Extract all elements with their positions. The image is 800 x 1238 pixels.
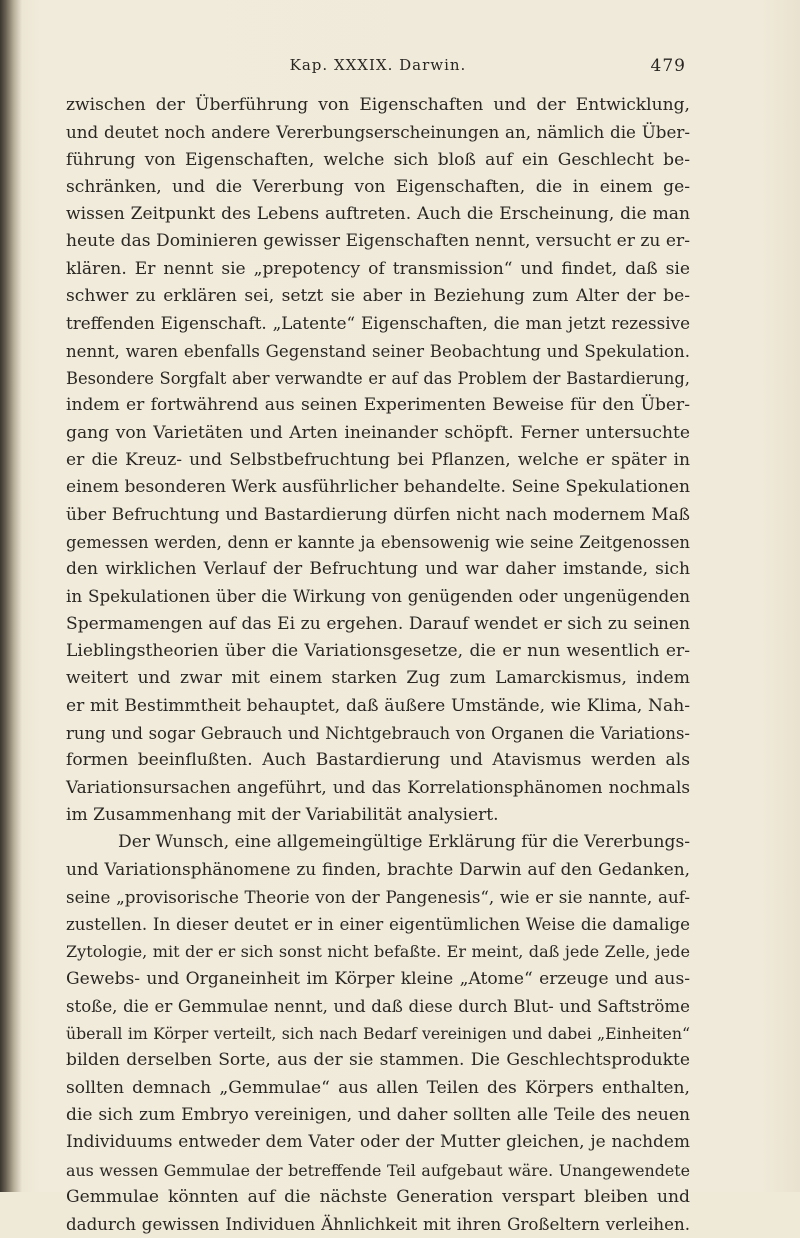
text-line: in Spekulationen über die Wirkung von genügenden oder ungenügenden (66, 586, 690, 607)
text-line: schwer zu erklären sei, setzt sie aber in Beziehung zum Alter der be- (66, 286, 690, 307)
text-line: indem er fortwährend aus seinen Experimenten Beweise für den Über- (66, 395, 690, 416)
text-line: Lieblingstheorien über die Variationsgesetze, die er nun wesentlich er- (66, 640, 690, 661)
text-line: Gewebs- und Organeinheit im Körper kleine „Atome“ erzeuge und aus- (66, 968, 690, 989)
text-line: heute das Dominieren gewisser Eigenschaften nennt, versucht er zu er- (66, 231, 690, 252)
text-line: aus wessen Gemmulae der betreffende Teil aufgebaut wäre. Unangewendete (66, 1160, 690, 1180)
text-line: Spermamengen auf das Ei zu ergehen. Darauf wendet er sich zu seinen (66, 613, 690, 634)
text-line: treffenden Eigenschaft. „Latente“ Eigenschaften, die man jetzt rezessive (66, 313, 690, 334)
text-line: gang von Varietäten und Arten ineinander schöpft. Ferner untersuchte (66, 422, 690, 443)
paragraph-end-line: im Zusammenhang mit der Variabilität analysiert. (66, 804, 499, 825)
text-line: zustellen. In dieser deutet er in einer eigentümlichen Weise die damalige (66, 914, 690, 934)
text-line: zwischen der Überführung von Eigenschaften und der Entwicklung, (66, 95, 690, 115)
text-line: er mit Bestimmtheit behauptet, daß äußere Umstände, wie Klima, Nah- (66, 695, 690, 716)
text-line: und Variationsphänomene zu finden, brachte Darwin auf den Gedanken, (66, 859, 690, 880)
text-line: überall im Körper verteilt, sich nach Bedarf vereinigen und dabei „Einheiten“ (66, 1024, 690, 1044)
text-line: stoße, die er Gemmulae nennt, und daß diese durch Blut- und Saftströme (66, 996, 690, 1016)
text-line: Individuums entweder dem Vater oder der Mutter gleichen, je nachdem (66, 1132, 690, 1153)
text-line: die sich zum Embryo vereinigen, und daher sollten alle Teile des neuen (66, 1104, 690, 1125)
text-line: formen beeinflußten. Auch Bastardierung und Atavismus werden als (66, 750, 690, 771)
text-line: bilden derselben Sorte, aus der sie stammen. Die Geschlechtsprodukte (66, 1050, 690, 1071)
text-line: Besondere Sorgfalt aber verwandte er auf das Problem der Bastardierung, (66, 368, 690, 388)
text-line: weitert und zwar mit einem starken Zug zum Lamarckismus, indem (66, 668, 690, 689)
text-line: den wirklichen Verlauf der Befruchtung und war daher imstande, sich (66, 559, 690, 580)
text-line: dadurch gewissen Individuen Ähnlichkeit mit ihren Großeltern verleihen. (66, 1215, 690, 1235)
text-line: er die Kreuz- und Selbstbefruchtung bei Pflanzen, welche er später in (66, 449, 690, 470)
text-line: über Befruchtung und Bastardierung dürfen nicht nach modernem Maß (66, 504, 690, 525)
text-line: Variationsursachen angeführt, und das Korrelationsphänomen nochmals (66, 777, 690, 798)
text-line: Gemmulae könnten auf die nächste Generation verspart bleiben und (66, 1186, 690, 1207)
text-line: sollten demnach „Gemmulae“ aus allen Teilen des Körpers enthalten, (66, 1077, 690, 1098)
text-line: einem besonderen Werk ausführlicher behandelte. Seine Spekulationen (66, 477, 690, 498)
text-line: rung und sogar Gebrauch und Nichtgebrauch von Organen die Variations- (66, 723, 690, 743)
page-number: 479 (650, 56, 686, 76)
paragraph-start-line: Der Wunsch, eine allgemeingültige Erklärung für die Vererbungs- (118, 832, 690, 853)
page-binding-edge (0, 0, 22, 1192)
text-line: Zytologie, mit der er sich sonst nicht befaßte. Er meint, daß jede Zelle, jede (66, 942, 690, 962)
text-line: seine „provisorische Theorie von der Pangenesis“, wie er sie nannte, auf- (66, 886, 690, 907)
page-header (66, 56, 690, 82)
text-line: klären. Er nennt sie „prepotency of transmission“ und findet, daß sie (66, 258, 690, 279)
text-line: und deutet noch andere Vererbungserscheinungen an, nämlich die Über- (66, 122, 690, 143)
running-head: Kap. XXXIX. Darwin. (289, 56, 467, 74)
text-line: gemessen werden, denn er kannte ja ebensowenig wie seine Zeitgenossen (66, 532, 690, 552)
text-line: führung von Eigenschaften, welche sich bloß auf ein Geschlecht be- (66, 149, 690, 170)
text-line: wissen Zeitpunkt des Lebens auftreten. Auch die Erscheinung, die man (66, 204, 690, 225)
text-line: schränken, und die Vererbung von Eigenschaften, die in einem ge- (66, 176, 690, 197)
body-text (66, 92, 690, 1238)
text-line: nennt, waren ebenfalls Gegenstand seiner Beobachtung und Spekulation. (66, 341, 690, 361)
